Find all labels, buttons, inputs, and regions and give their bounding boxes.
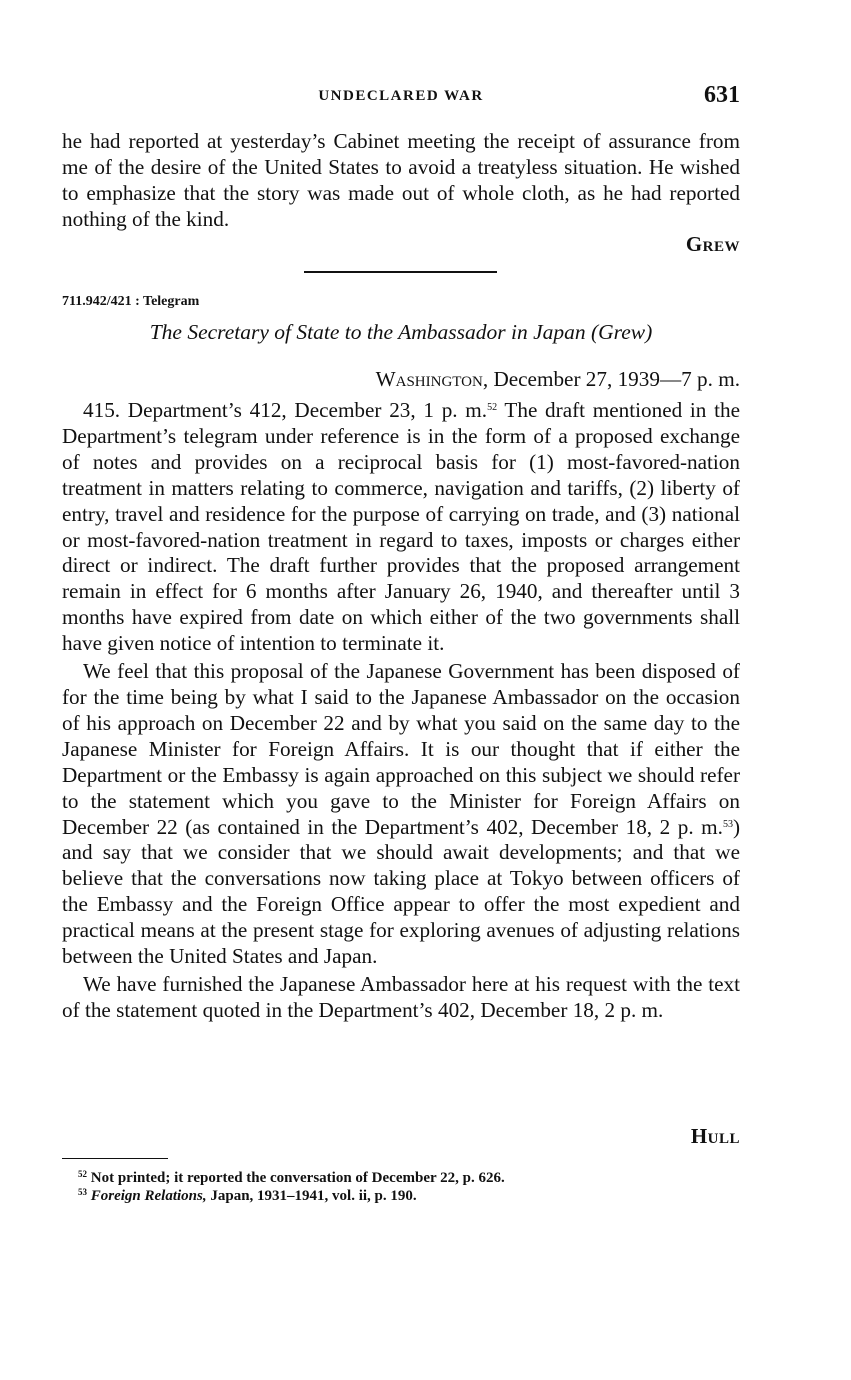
- paragraph-2: [62, 659, 740, 970]
- footnote-52: [78, 1170, 505, 1187]
- running-title: UNDECLARED WAR: [318, 88, 484, 104]
- footnote-text: Japan, 1931–1941, vol. ii, p. 190.: [206, 1188, 417, 1204]
- continued-text: he had reported at yesterday’s Cabinet meeting the receipt of assurance from me of the desire of the United States to avoid a treatyless situation. He wished to emphasize that the story was made out of whole cloth, as he had reported nothing of the kind.: [62, 129, 740, 231]
- footnote-ref-52: 52: [487, 402, 498, 413]
- paragraph-1: [62, 398, 740, 657]
- dateline-date: December 27, 1939—7 p. m.: [488, 367, 740, 391]
- paragraph-2-lead: We feel that this proposal of the Japanese Government has been disposed of for the time being by what I said to the Japanese Ambassador on the occasion of his approach on December 22 and by what you said on the same day to the Japanese Minister for Foreign Affairs. It is our thought that if either the Department or the Embassy is again approached on this subject we should refer to the statement which you gave to the Minister for Foreign Affairs on December 22 (as contained in the Department’s 402, December 18, 2 p. m.: [62, 659, 740, 839]
- footnote-marker: 52: [78, 1169, 87, 1179]
- dateline: [376, 367, 740, 392]
- paragraph-2-body: ) and say that we consider that we should await developments; and that we believe that the conversations now taking place at Tokyo between officers of the Embassy and the Foreign Office appear to offer the most expedient and practical means at the present stage for exploring avenues of adjusting relations between the United States and Japan.: [62, 814, 740, 969]
- paragraph-1-lead: 415. Department’s 412, December 23, 1 p. m.: [83, 398, 488, 422]
- file-reference: 711.942/421 : Telegram: [62, 294, 200, 309]
- page-number: 631: [704, 82, 740, 108]
- signature-grew: Grew: [685, 232, 740, 256]
- footnote-rule: [62, 1158, 168, 1159]
- footnote-text: Not printed; it reported the conversation of December 22, p. 626.: [90, 1170, 505, 1186]
- paragraph-3: We have furnished the Japanese Ambassador here at his request with the text of the statement quoted in the Department’s 402, December 18, 2 p. m.: [62, 971, 740, 1022]
- document-title: The Secretary of State to the Ambassador in Japan (Grew): [149, 320, 653, 344]
- section-divider: [304, 271, 497, 273]
- signature-hull: Hull: [690, 1124, 740, 1148]
- footnote-53: [78, 1188, 417, 1205]
- footnote-marker: 53: [78, 1187, 87, 1197]
- running-head: [62, 84, 740, 108]
- dateline-place: Washington,: [375, 367, 489, 391]
- footnote-ref-53: 53: [722, 818, 733, 830]
- telegram-body: [62, 398, 740, 1024]
- footnote-italic: Foreign Relations,: [90, 1188, 207, 1204]
- continued-paragraph: [62, 129, 740, 233]
- paragraph-1-body: The draft mentioned in the Department’s telegram under reference is in the form of a proposed exchange of notes and provides on a reciprocal basis for (1) most-favored-nation treatment in matters relating to commerce, navigation and tariffs, (2) liberty of entry, travel and residence for the purpose of carrying on trade, and (3) national or most-favored-nation treatment in regard to taxes, imposts or charges either direct or indirect. The draft further provides that the proposed arrangement remain in effect for 6 months after January 26, 1940, and thereafter until 3 months have expired from date on which either of the two governments shall have given notice of intention to terminate it.: [62, 398, 740, 656]
